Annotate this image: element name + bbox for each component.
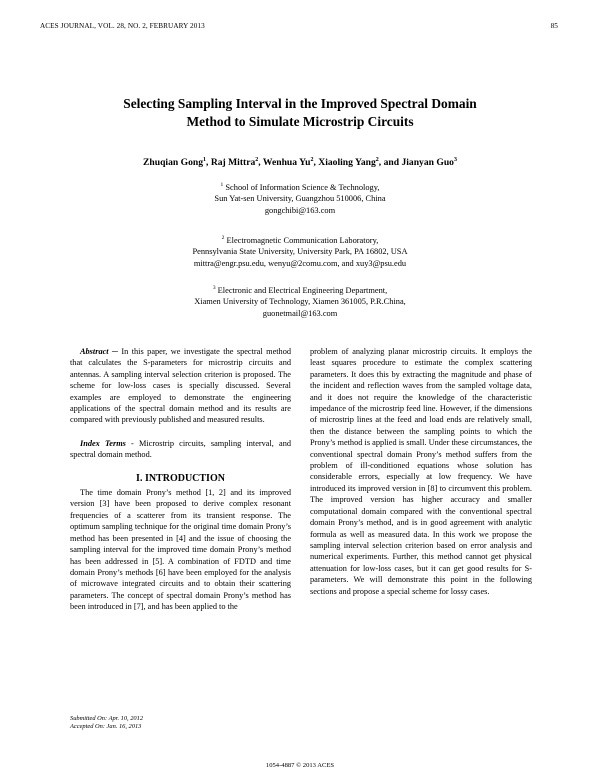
affiliation-3 (120, 283, 480, 319)
affiliation-2 (120, 233, 480, 269)
affiliation-institution: Xiamen University of Technology, Xiamen 361005, P.R.China, (194, 297, 406, 307)
page-footer: 1054-4887 © 2013 ACES (265, 762, 335, 769)
affiliation-mark: 1 (220, 182, 224, 188)
title-line-1: Selecting Sampling Interval in the Improved Spectral Domain (123, 96, 477, 111)
abstract-label: Abstract (80, 347, 109, 356)
author-affiliation-mark: 2 (310, 157, 314, 163)
index-terms (70, 438, 291, 461)
affiliation-institution: Pennsylvania State University, University Park, PA 16802, USA (192, 247, 408, 257)
left-column (70, 346, 291, 613)
affiliation-email: gongchibi@163.com (264, 205, 336, 215)
author-affiliation-mark: 2 (255, 157, 259, 163)
affiliation-mark: 2 (221, 235, 225, 241)
author-separator: , and (378, 157, 402, 169)
abstract (70, 346, 291, 426)
submission-dates (70, 715, 143, 731)
affiliation-1 (120, 180, 480, 216)
author-list (60, 157, 540, 168)
affiliation-email: mittra@engr.psu.edu, wenyu@2comu.com, and xuy3@psu.edu (193, 258, 407, 268)
author-separator: , (258, 157, 263, 169)
affiliation-mark: 3 (212, 285, 216, 291)
author-separator: , (206, 157, 211, 169)
abstract-text: In this paper, we investigate the spectral method that calculates the S-parameters for microstrip circuits and antennas. A sampling interval selection criterion is proposed. The scheme for low-loss cases is specially discussed. Several examples are employed to demonstrate the engineering applications of the spectral domain method and its results are compared with previously published and measured results. (70, 347, 291, 425)
paper-title (60, 95, 540, 131)
section-heading-introduction: I. INTRODUCTION (136, 472, 225, 484)
author-name: Jianyan Guo (401, 157, 454, 169)
page-number: 85 (550, 22, 558, 30)
affiliation-email: guonetmail@163.com (262, 308, 338, 318)
affiliation-dept: Electronic and Electrical Engineering Department, (215, 285, 388, 295)
running-header: ACES JOURNAL, VOL. 28, NO. 2, FEBRUARY 2013 (40, 22, 205, 30)
intro-paragraph-left: The time domain Prony’s method [1, 2] and its improved version [3] have been proposed to derive complex resonant frequencies of a scatterer from its transient response. The optimum sampling technique for the original time domain Prony’s method has been presented in [4] and the issue of choosing the sampling interval for the improved time domain Prony’s method has been addressed in [5]. A combination of FDTD and time domain Prony’s methods [6] have been employed for the analysis of microwave integrated circuits and to obtain their scattering parameters. The concept of spectral domain Prony’s method has been introduced in [7], and has been applied to the (70, 488, 291, 612)
author-separator: , (313, 157, 319, 169)
author-name: Wenhua Yu (262, 157, 311, 169)
affiliation-dept: School of Information Science & Technology, (223, 182, 380, 192)
affiliation-institution: Sun Yat-sen University, Guangzhou 510006, China (214, 194, 386, 204)
author-name: Zhuqian Gong (143, 157, 204, 169)
accepted-date: Accepted On: Jan. 16, 2013 (70, 723, 142, 730)
right-column (310, 346, 532, 597)
author-affiliation-mark: 1 (203, 157, 207, 163)
author-affiliation-mark: 3 (453, 157, 457, 163)
author-name: Raj Mittra (210, 157, 256, 169)
author-affiliation-mark: 2 (375, 157, 379, 163)
index-terms-text: - Microstrip circuits, sampling interval, and spectral domain method. (70, 438, 291, 460)
abstract-dash: ─ (108, 347, 122, 356)
intro-paragraph-right: problem of analyzing planar microstrip circuits. It employs the least squares procedure to estimate the complex scattering parameters. It does this by extracting the magnitude and phase of the incident and reflection waves from the sampled voltage data, and it does not require the knowledge of the characteristic impedance of the microstrip feed line. However, if the dimensions of microstrip lines at the feed and load ends are relatively small, then the distance between the sampling points to which the Prony’s method is applied is small. Under these circumstances, the conventional spectral domain Prony’s method suffers from the problem of ill-conditioned equations whose solution has considerable errors, especially at low frequency. We have introduced its improved version in [8] to circumvent this problem. The improved version has higher accuracy and smaller computational domain compared with the conventional spectral domain Prony’s method, and is in good agreement with analytic formula as well as measured data. In this work we propose the sampling interval selection criterion based on error analysis and numerical experiments. Further, this method cannot get physical attenuation for low-loss cases, but it can get good results for S-parameters. We will demonstrate this point in the following sections and propose a special scheme for lossy cases. (310, 347, 532, 596)
index-terms-label: Index Terms (80, 438, 126, 448)
author-name: Xiaoling Yang (318, 157, 376, 169)
affiliation-dept: Electromagnetic Communication Laboratory, (224, 235, 379, 245)
submitted-date: Submitted On: Apr. 10, 2012 (70, 715, 144, 722)
title-line-2: Method to Simulate Microstrip Circuits (186, 114, 414, 129)
